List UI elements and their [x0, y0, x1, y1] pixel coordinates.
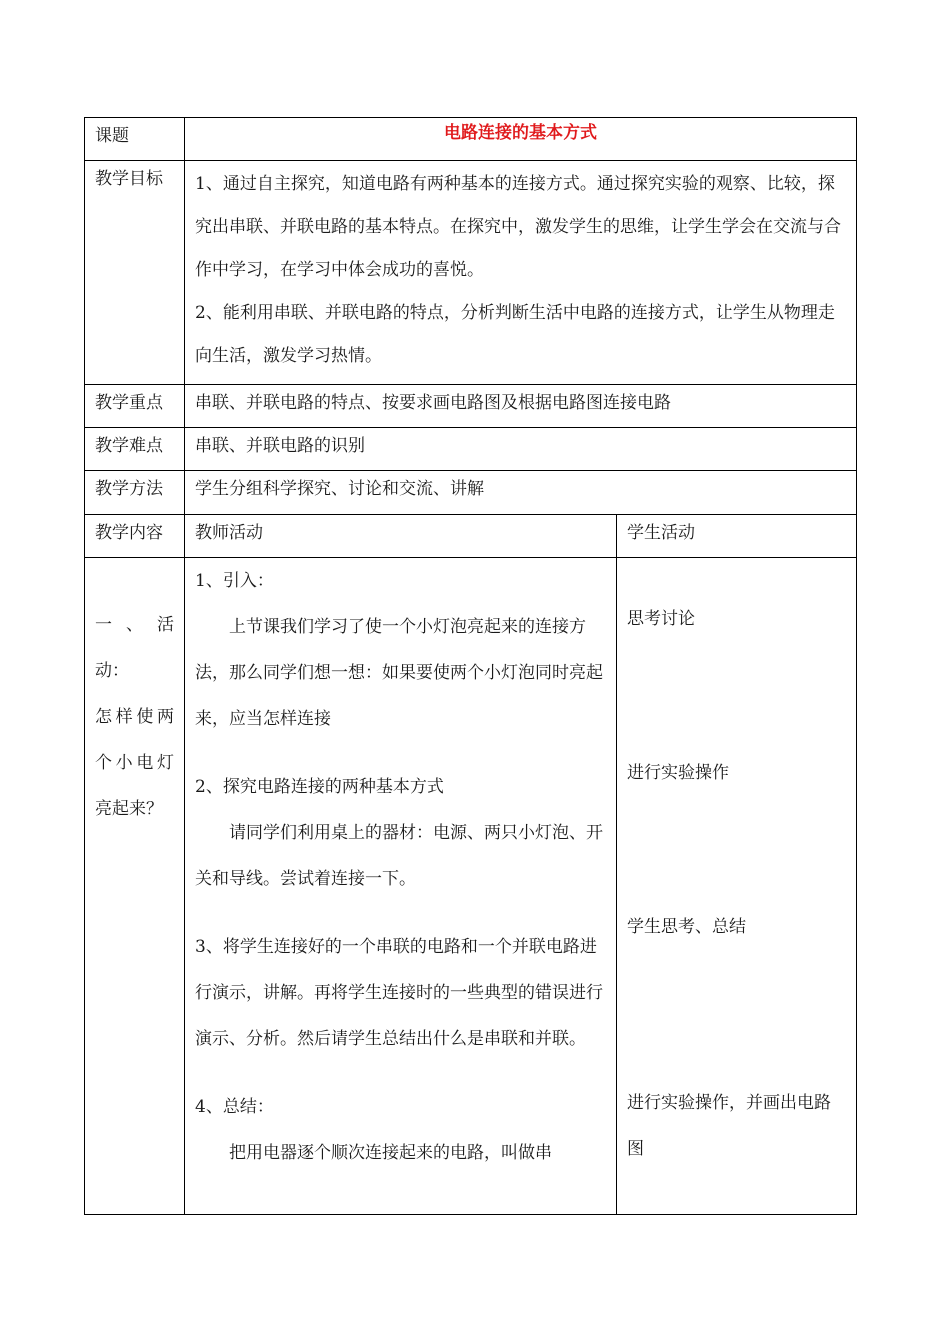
difficulty-row	[85, 428, 857, 471]
goals-cell	[185, 161, 857, 385]
method-label: 教学方法	[85, 471, 185, 515]
step-1-title: 1、引入：	[195, 571, 274, 591]
lesson-title: 电路连接的基本方式	[185, 118, 857, 161]
key-label: 教学重点	[85, 385, 185, 428]
step-2-body: 请同学们利用桌上的器材：电源、两只小灯泡、开关和导线。尝试着连接一下。	[195, 823, 603, 889]
difficulty-text: 串联、并联电路的识别	[185, 428, 857, 471]
content-header: 教学内容	[85, 515, 185, 558]
method-text: 学生分组科学探究、讨论和交流、讲解	[185, 471, 857, 515]
step-1-body: 上节课我们学习了使一个小灯泡亮起来的连接方法，那么同学们想一想：如果要使两个小灯泡同时亮起来，应当怎样连接	[195, 617, 603, 729]
student-step-4: 进行实验操作，并画出电路图	[627, 1093, 831, 1159]
goals-row	[85, 161, 857, 385]
title-label: 课题	[85, 118, 185, 161]
step-2-title: 2、探究电路连接的两种基本方式	[195, 777, 444, 797]
goal-1: 1、通过自主探究，知道电路有两种基本的连接方式。通过探究实验的观察、比较，探究出串联、并联电路的基本特点。在探究中，激发学生的思维，让学生学会在交流与合作中学习，在学习中体会成功的喜悦。	[195, 174, 841, 280]
activity-label-line: 一 、 活	[95, 615, 174, 635]
activity-label-line: 动：	[95, 661, 129, 681]
student-step-3: 学生思考、总结	[627, 917, 746, 937]
teacher-header: 教师活动	[185, 515, 617, 558]
step-4-body: 把用电器逐个顺次连接起来的电路，叫做串	[229, 1143, 552, 1163]
activity-label-line: 怎样使两	[95, 707, 174, 727]
activity-label-line: 亮起来？	[95, 799, 163, 819]
lesson-plan-table	[84, 117, 857, 1215]
student-header: 学生活动	[617, 515, 857, 558]
title-row	[85, 118, 857, 161]
activity-row	[85, 558, 857, 1215]
activity-label	[85, 558, 185, 1215]
step-4-title: 4、总结：	[195, 1097, 274, 1117]
goal-2: 2、能利用串联、并联电路的特点，分析判断生活中电路的连接方式，让学生从物理走向生活，激发学习热情。	[195, 303, 835, 366]
student-step-2: 进行实验操作	[627, 763, 729, 783]
header-row	[85, 515, 857, 558]
goals-label: 教学目标	[85, 161, 185, 385]
student-activity-cell	[617, 558, 857, 1215]
difficulty-label: 教学难点	[85, 428, 185, 471]
teacher-activity-cell	[185, 558, 617, 1215]
student-step-1: 思考讨论	[627, 609, 695, 629]
method-row	[85, 471, 857, 515]
step-3-body: 3、将学生连接好的一个串联的电路和一个并联电路进行演示，讲解。再将学生连接时的一些典型的错误进行演示、分析。然后请学生总结出什么是串联和并联。	[195, 937, 603, 1049]
key-row	[85, 385, 857, 428]
key-text: 串联、并联电路的特点、按要求画电路图及根据电路图连接电路	[185, 385, 857, 428]
activity-label-line: 个小电灯	[95, 753, 174, 773]
